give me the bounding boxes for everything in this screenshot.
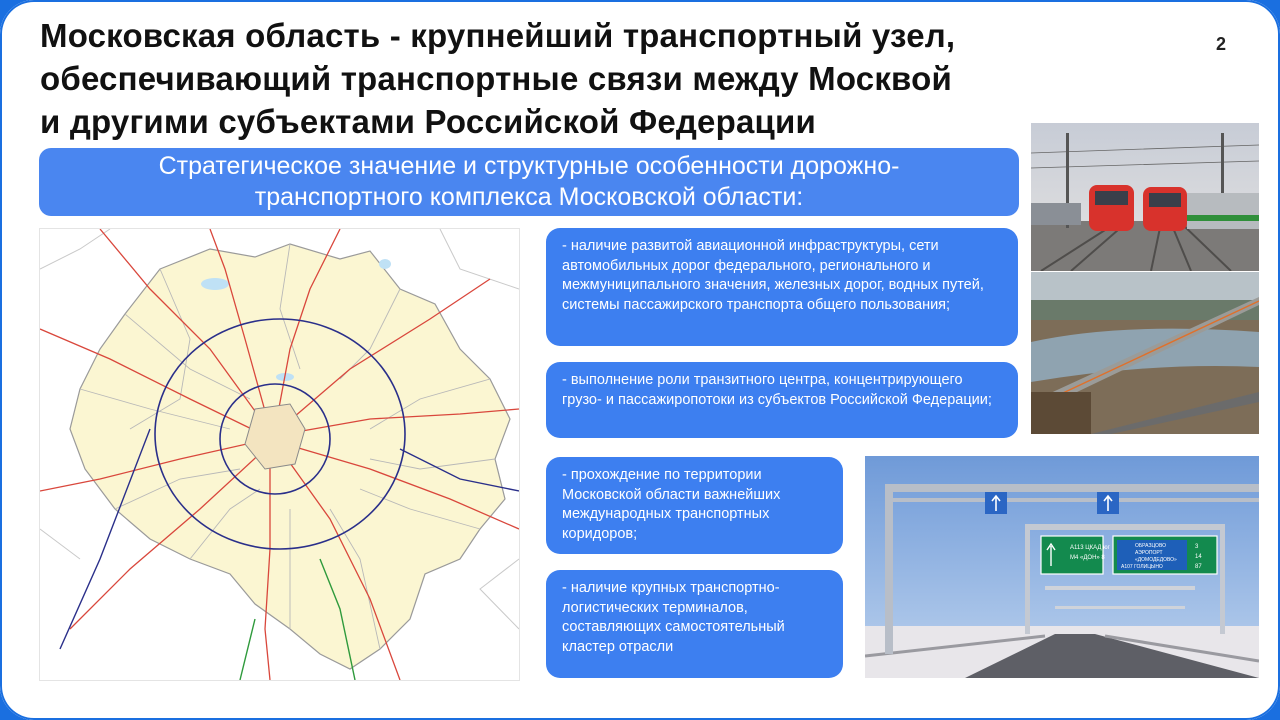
bridge-image xyxy=(1031,272,1259,434)
info-card-transport-corridors: - прохождение по территории Московской области важнейших международных транспортных коридоров; xyxy=(546,457,843,554)
moscow-region-map xyxy=(39,228,520,681)
page-number: 2 xyxy=(1216,34,1227,54)
section-subheader xyxy=(39,148,1019,216)
subheader-line-1: Стратегическое значение и структурные особенности дорожно- xyxy=(158,152,900,180)
slide-title xyxy=(40,14,1120,143)
info-card-logistics-terminals: - наличие крупных транспортно-логистических терминалов, составляющих самостоятельный кластер отрасли xyxy=(546,570,843,678)
sign-right-line-3: «ДОМОДЕДОВО» xyxy=(1135,557,1177,563)
map-graphic xyxy=(40,229,519,680)
photo-bridge xyxy=(1031,272,1259,434)
title-line-2: обеспечивающий транспортные связи между Москвой xyxy=(40,60,952,97)
photo-trains xyxy=(1031,123,1259,271)
photo-highway-signs xyxy=(865,456,1259,678)
sign-right-num-1: 3 xyxy=(1195,544,1199,550)
title-line-3: и другими субъектами Российской Федерации xyxy=(40,103,816,140)
info-card-aviation-infrastructure: - наличие развитой авиационной инфраструктуры, сети автомобильных дорог федерального, регионального и межмуниципального значения, железных дорог, водных путей, системы пассажирского транспорта общего пользования; xyxy=(546,228,1018,346)
subheader-line-2: транспортного комплекса Московской области: xyxy=(254,183,804,211)
sign-right-num-3: 87 xyxy=(1195,564,1202,570)
title-line-1: Московская область - крупнейший транспортный узел, xyxy=(40,17,956,54)
sign-right-line-1: ОБРАЗЦОВО xyxy=(1135,543,1167,549)
sign-right-num-2: 14 xyxy=(1195,554,1202,560)
sign-right-line-2: АЭРОПОРТ xyxy=(1135,550,1163,556)
sign-left-line-2: М4 «ДОН» 8 xyxy=(1070,555,1105,561)
sign-left-line-1: А113 ЦКАД юг xyxy=(1070,545,1110,551)
highway-image xyxy=(865,456,1259,678)
info-card-transit-center: - выполнение роли транзитного центра, концентрирующего грузо- и пассажиропотоки из субъектов Российской Федерации; xyxy=(546,362,1018,438)
sign-right-line-4: А107 ГОЛИЦЫНО xyxy=(1121,564,1163,570)
trains-image xyxy=(1031,123,1259,271)
